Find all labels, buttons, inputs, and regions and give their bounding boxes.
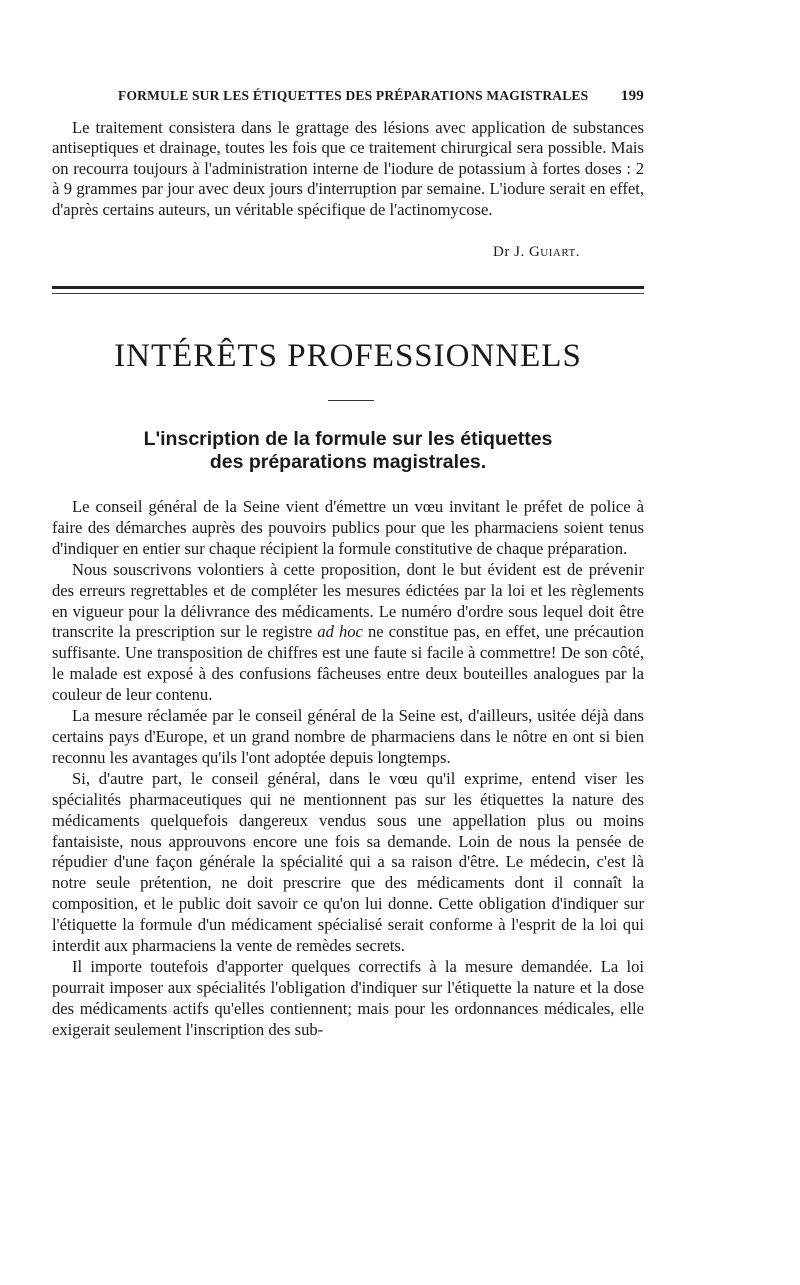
paragraph-2-part-a: Nous souscrivons volontiers à cette proposition, dont le but évident est de prévenir des erreurs regrettables et de compléter les mesures édictées par la loi et les règlements en vigueur pour la délivrance des médicaments. Le numéro d'ordre sous lequel doit être transcrite la prescription sur le registre xyxy=(52,559,644,642)
author-signature xyxy=(493,244,580,261)
section-title: INTÉRÊTS PROFESSIONNELS xyxy=(114,338,582,374)
article-body xyxy=(52,497,644,1041)
paragraph-1: Le conseil général de la Seine vient d'émettre un vœu invitant le préfet de police à faire des démarches auprès des pouvoirs publics pour que les pharmaciens soient tenus d'indiquer en entier sur chaque récipient la formule constitutive de chaque préparation. xyxy=(52,497,644,558)
signature-name: Guiart. xyxy=(528,244,580,260)
paragraph-5: Il importe toutefois d'apporter quelques correctifs à la mesure demandée. La loi pourrait imposer aux spécialités l'obligation d'indiquer sur l'étiquette la nature et la dose des médicaments actifs qu'elles contiennent; mais pour les ordonnances médicales, elle exigerait seulement l'inscription des sub- xyxy=(52,956,644,1039)
paragraph-2-italic: ad hoc xyxy=(317,622,363,642)
paragraph-2-part-b: ne constitue pas, en effet, une précaution suffisante. Une transposition de chiffres est une faute si facile à commettre! De son côté, le malade est exposé à des confusions fâcheuses entre deux bouteilles analogues par la couleur de leur contenu. xyxy=(52,622,645,705)
section-divider-thin xyxy=(52,293,644,294)
paragraph-2 xyxy=(52,560,644,706)
running-head xyxy=(52,88,644,108)
running-head-title: FORMULE SUR LES ÉTIQUETTES DES PRÉPARATIONS MAGISTRALES xyxy=(118,88,589,103)
signature-prefix: Dr J. xyxy=(493,244,525,260)
article-title xyxy=(52,428,644,474)
article-title-line2: des préparations magistrales. xyxy=(209,451,487,473)
page-number: 199 xyxy=(620,88,644,104)
section-divider-thick xyxy=(52,286,644,289)
paragraph-4: Si, d'autre part, le conseil général, dans le vœu qu'il exprime, entend viser les spécialités pharmaceutiques qui ne mentionnent pas sur les étiquettes la nature des médicaments quelquefois dangereux vendus sous une appellation plus ou moins fantaisiste, nous approuvons encore une fois sa demande. Loin de nous la pensée de répudier d'une façon générale la spécialité qui a sa raison d'être. Le médecin, c'est là notre seule prétention, ne doit prescrire que des médicaments dont il connaît la composition, et le public doit savoir ce qu'on lui donne. Cette obligation d'indiquer sur l'étiquette la formule d'un médicament spécialisé serait conforme à l'esprit de la loi qui interdit aux pharmaciens la vente de remèdes secrets. xyxy=(52,768,644,956)
intro-paragraph: Le traitement consistera dans le grattage des lésions avec application de substances antiseptiques et drainage, toutes les fois que ce traitement chirurgical sera possible. Mais on recourra toujours à l'administration interne de l'iodure de potassium à fortes doses : 2 à 9 grammes par jour avec deux jours d'interruption par semaine. L'iodure serait en effet, d'après certains auteurs, un véritable spécifique de l'actinomycose. xyxy=(52,118,644,219)
paragraph-3: La mesure réclamée par le conseil général de la Seine est, d'ailleurs, usitée déjà dans certains pays d'Europe, et un grand nombre de pharmaciens dans le nôtre en ont si bien reconnu les avantages qu'ils l'ont adoptée depuis longtemps. xyxy=(52,706,644,767)
article-title-line1: L'inscription de la formule sur les étiquettes xyxy=(143,428,553,450)
title-underline xyxy=(328,400,374,401)
